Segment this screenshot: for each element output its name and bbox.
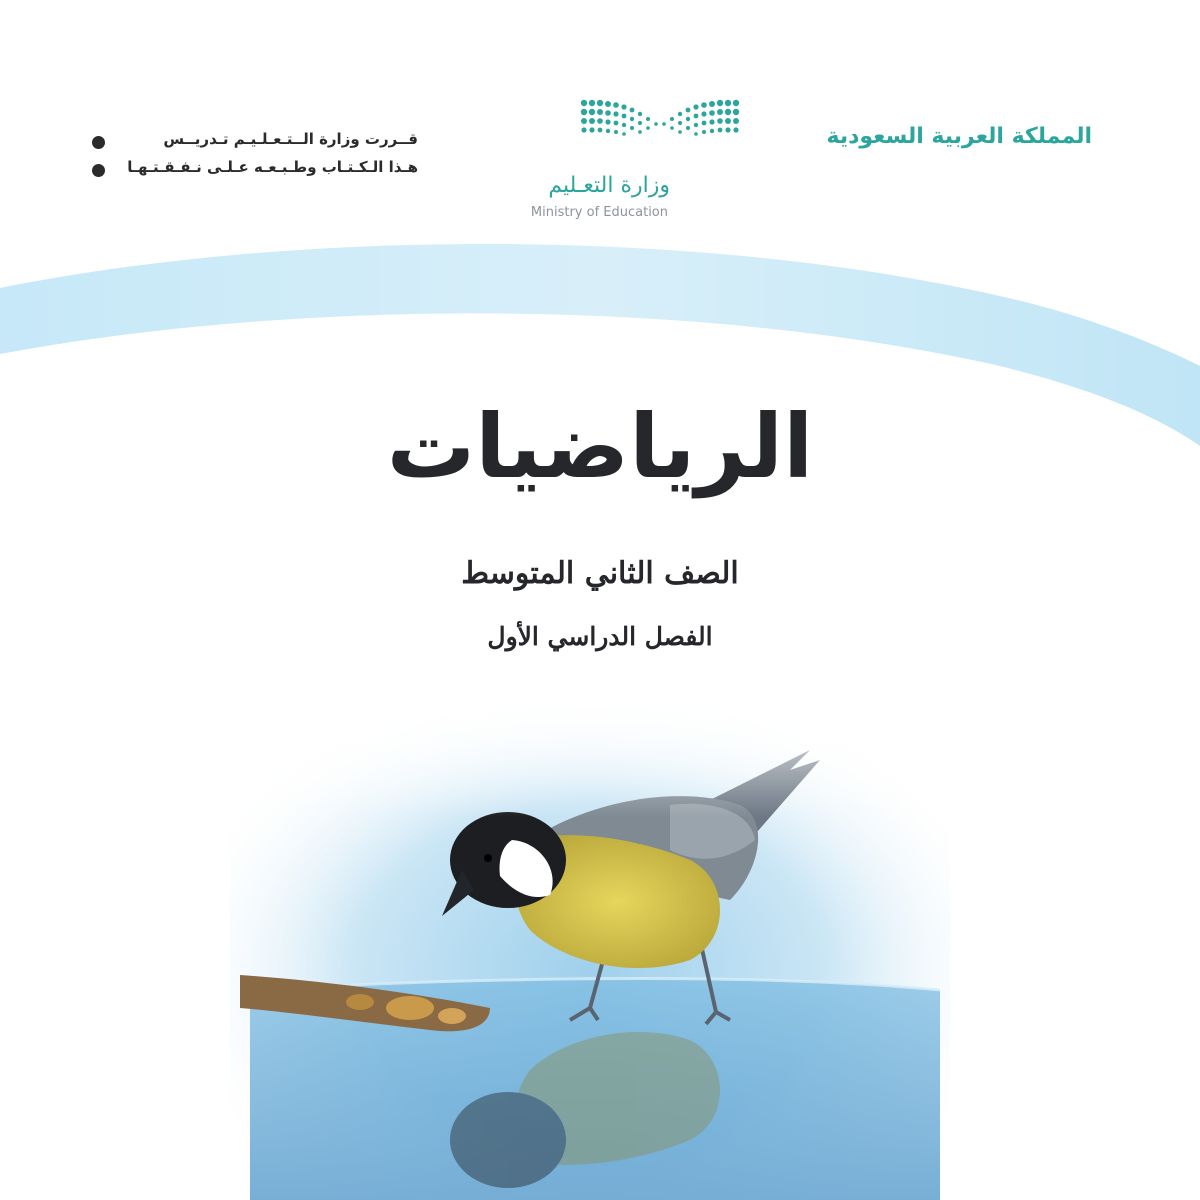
- cover-header: [0, 0, 1200, 240]
- ministry-logo: [490, 95, 750, 225]
- kingdom-name: المملكة العربية السعودية: [826, 124, 1092, 149]
- ministry-name-arabic: وزارة التعـليم: [548, 173, 670, 198]
- approval-line: [88, 158, 418, 186]
- ministry-name-english: Ministry of Education: [530, 205, 668, 220]
- approval-line: [88, 130, 418, 158]
- grade-label: الصف الثاني المتوسط: [461, 556, 739, 591]
- great-tit-bird-drinking-water-illustration: [230, 690, 950, 1200]
- subject-title: الرياضيات: [386, 395, 814, 498]
- approval-line-text: هـذا الـكـتـاب وطـبـعـه عـلـى نـفـقـتـهـا: [127, 158, 418, 176]
- approval-line-text: قــررت وزارة الــتـعـلـيـم تـدريــس: [163, 130, 418, 148]
- bullet-icon: [92, 136, 105, 149]
- semester-label: الفصل الدراسي الأول: [487, 622, 713, 651]
- bullet-icon: [92, 164, 105, 177]
- approval-statement: [88, 130, 418, 186]
- dotted-book-logo-icon: [580, 95, 740, 155]
